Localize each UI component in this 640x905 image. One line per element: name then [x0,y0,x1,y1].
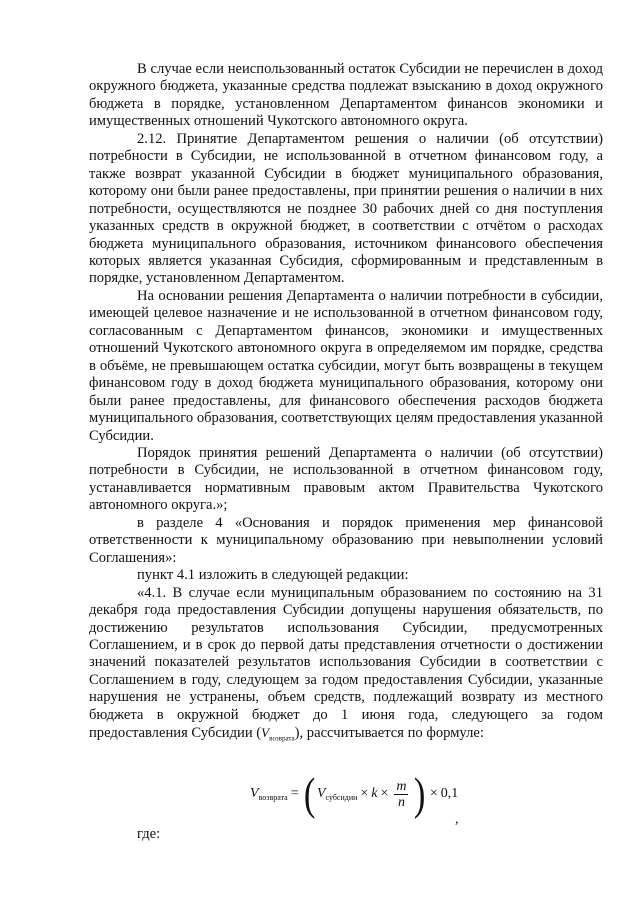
paragraph-7 [89,585,603,749]
document-body [89,61,603,748]
formula-inner-subscript: субсидии [325,792,358,802]
where-label: где: [137,826,161,842]
formula-inner-symbol: V [316,786,326,801]
inline-variable [261,725,295,743]
formula [250,764,458,824]
formula-lhs-symbol: V [250,786,259,801]
formula-comma: , [455,812,459,827]
paragraph-5: в разделе 4 «Основания и порядок применения мер финансовой ответственности к муниципальному образованию при невыполнении условий Соглашения»: [89,514,603,566]
formula-lhs-subscript: возврата [258,792,288,802]
paragraph-3: На основании решения Департамента о наличии потребности в субсидии, имеющей целевое назначение и не использованной в отчетном финансовом году, согласованным с Департаментом финансов, экономики и имущественных отношений Чукотского автономного округа в определяемом им порядке, средства в объёме, не превышающем остатка субсидии, могут быть возвращены в текущем финансовом году в доход бюджета муниципального образования, которому они были ранее предоставлены, для финансового обеспечения расходов бюджета муниципального образования, соответствующих целям предоставления указанной Субсидии. [89,287,603,444]
paragraph-2: 2.12. Принятие Департаментом решения о наличии (об отсутствии) потребности в Субсидии, не использованной в отчетном финансовом году, а также возврат указанной Субсидии в бюджет муниципального образования, которому они были ранее предоставлены, при принятии решения о наличии в них потребности, осуществляются не позднее 30 рабочих дней со дня поступления указанных средств в окружной бюджет, в соответствии с отчётом о расходах бюджета муниципального образования, источником финансового обеспечения которых является указанная Субсидия, сформированным и представленным в порядке, установленном Департаментом. [89,130,603,287]
formula-factor: 0,1 [440,786,459,801]
formula-times-2: × [380,786,389,801]
paragraph-1: В случае если неиспользованный остаток Субсидии не перечислен в доход окружного бюджета, указанные средства подлежат взысканию в доход окружного бюджета в порядке, установленном Департаментом финансов экономики и имущественных отношений Чукотского автономного округа. [89,61,603,130]
formula-equals: = [290,786,299,801]
formula-right-paren: ) [413,768,425,819]
inline-variable-subscript: возврата [269,734,295,743]
formula-numerator: m [396,778,407,794]
formula-left-paren: ( [303,768,316,819]
formula-times-3: × [429,786,438,801]
formula-times-1: × [360,786,369,801]
paragraph-7-end: ), рассчитывается по формуле: [294,725,484,742]
paragraph-4: Порядок принятия решений Департамента о наличии (об отсутствии) потребности в Субсидии, не использованной в отчетном финансовом году, устанавливается нормативным правовым актом Правительства Чукотского автономного округа.»; [89,444,603,514]
formula-fraction [394,779,408,810]
formula-block [0,764,640,824]
formula-k: k [371,786,378,801]
paragraph-7-start: «4.1. В случае если муниципальным образованием по состоянию на 31 декабря года предоставления Субсидии допущены нарушения обязательств, по достижению результатов использования Субсидии, предусмотренных Соглашением, и в срок до первой даты представления отчетности о достижении значений показателей результатов использования Субсидии в соответствии с Соглашением в году, следующем за годом предоставления Субсидии, указанные нарушения не устранены, объем средств, подлежащий возврату из местного бюджета в окружной бюджет до 1 июня года, следующего за годом предоставления Субсидии ( [89,584,603,742]
paragraph-6: пункт 4.1 изложить в следующей редакции: [137,567,409,584]
inline-variable-symbol: V [261,725,270,741]
formula-denominator: n [397,794,405,810]
